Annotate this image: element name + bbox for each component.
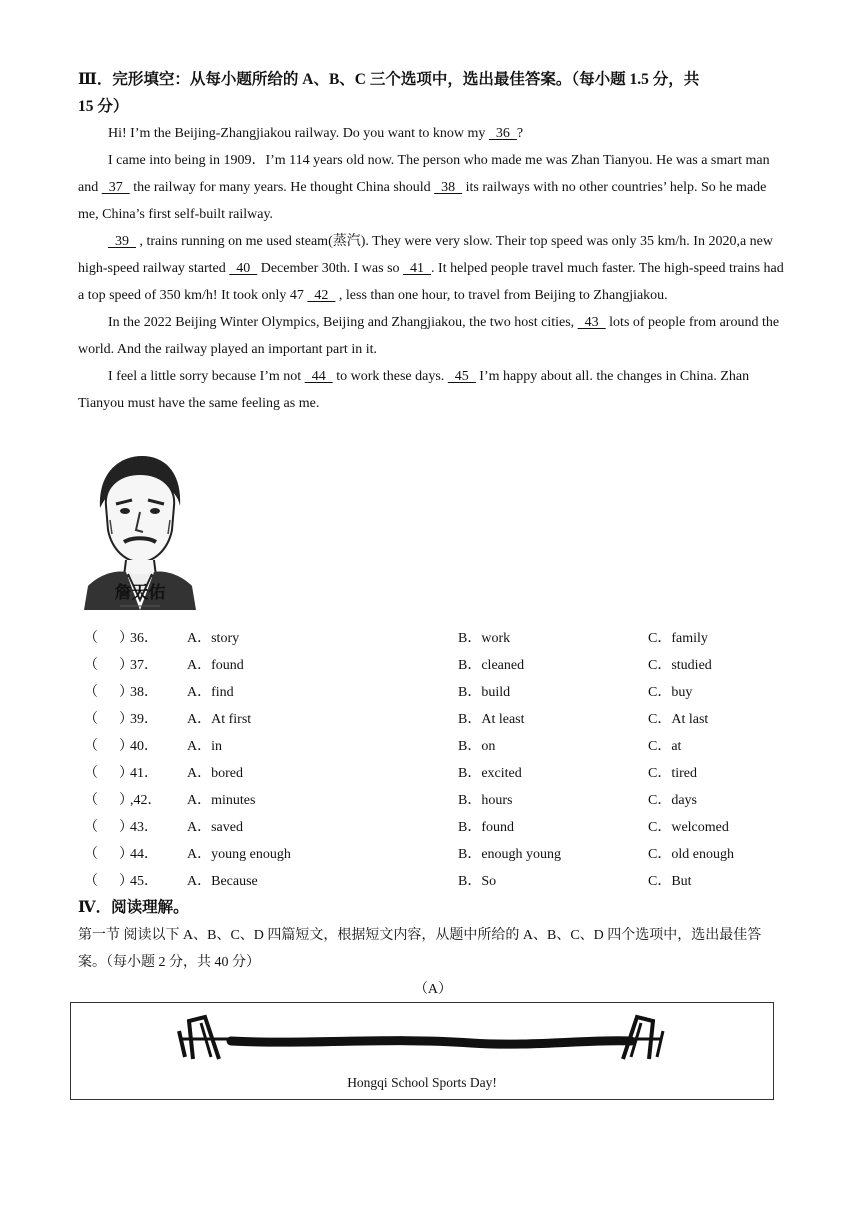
answer-paren: （ ） — [84, 793, 133, 808]
option-row — [78, 625, 798, 652]
option-b: B．So — [458, 874, 497, 889]
section-4-intro: 第一节 阅读以下 A、B、C、D 四篇短文，根据短文内容，从题中所给的 A、B、C、D 四个选项中，选出最佳答案。（每小题 2 分，共 40 分） — [78, 928, 762, 970]
answer-paren: （ ） — [84, 739, 133, 754]
paragraph-3: 39 , trains running on me used steam(蒸汽). They were very slow. Their top speed was only 35 km/h. In 2020,a new high-speed railway started 40 December 30th. I was so 41 . It helped people travel much faster. The high-speed trains had a top speed of 350 km/h! It took only 47 42 , less than one hour, to travel from Beijing to Zhangjiakou. — [78, 228, 788, 309]
blank-44: 44 — [304, 369, 333, 384]
option-c: C．At last — [648, 712, 709, 727]
option-b: B．excited — [458, 766, 522, 781]
option-c: C．But — [648, 874, 692, 889]
blank-36: 36 — [488, 126, 517, 141]
answer-paren: （ ） — [84, 658, 133, 673]
option-b: B．At least — [458, 712, 525, 727]
option-b: B．found — [458, 820, 514, 835]
passage-a-label: （A） — [413, 982, 453, 997]
option-a: A．bored — [187, 766, 243, 781]
question-number: 45． — [130, 874, 158, 889]
option-a: A．minutes — [187, 793, 256, 808]
sports-day-banner — [70, 1002, 774, 1100]
option-row — [78, 787, 798, 814]
answer-paren: （ ） — [84, 631, 133, 646]
option-row — [78, 733, 798, 760]
answer-paren: （ ） — [84, 874, 133, 889]
section-3-title-line2: 15 分） — [78, 98, 129, 115]
answer-paren: （ ） — [84, 712, 133, 727]
paragraph-5: I feel a little sorry because I’m not 44 to work these days. 45 I’m happy about all. the changes in China. Zhan Tianyou must have the same feeling as me. — [78, 363, 788, 417]
option-row — [78, 841, 798, 868]
answer-paren: （ ） — [84, 766, 133, 781]
question-number: 43． — [130, 820, 158, 835]
answer-paren: （ ） — [84, 685, 133, 700]
option-c: C．days — [648, 793, 697, 808]
paragraph-4: In the 2022 Beijing Winter Olympics, Beijing and Zhangjiakou, the two host cities, 43 lots of people from around the world. And the railway played an important part in it. — [78, 309, 788, 363]
blank-41: 41 — [403, 261, 432, 276]
question-number: 44． — [130, 847, 158, 862]
options-list — [78, 625, 798, 895]
blank-43: 43 — [577, 315, 606, 330]
paragraph-2: I came into being in 1909．I’m 114 years old now. The person who made me was Zhan Tianyou. He was a smart man and 37 the railway for many years. He thought China should 38 its railways with no other countries’ help. So he made me, China’s first self-built railway. — [78, 153, 770, 222]
question-number: ,42． — [130, 793, 162, 808]
option-c: C．welcomed — [648, 820, 729, 835]
option-c: C．family — [648, 631, 708, 646]
blank-40: 40 — [229, 261, 258, 276]
zhan-tianyou-portrait — [80, 450, 200, 610]
option-b: B．on — [458, 739, 496, 754]
option-row — [78, 814, 798, 841]
option-row — [78, 679, 798, 706]
answer-paren: （ ） — [84, 847, 133, 862]
blank-39: 39 — [108, 234, 136, 249]
paragraph-1: Hi! I’m the Beijing-Zhangjiakou railway. Do you want to know my 36 ? — [78, 120, 788, 147]
option-b: B．build — [458, 685, 511, 700]
option-b: B．cleaned — [458, 658, 525, 673]
option-a: A．Because — [187, 874, 258, 889]
option-a: A．At first — [187, 712, 252, 727]
option-b: B．hours — [458, 793, 513, 808]
section-3-title-line1: Ⅲ．完形填空：从每小题所给的 A、B、C 三个选项中，选出最佳答案。（每小题 1.5 分，共 — [78, 71, 700, 88]
section-4-title: Ⅳ．阅读理解。 — [78, 899, 189, 916]
option-c: C．tired — [648, 766, 697, 781]
blank-37: 37 — [101, 180, 130, 195]
banner-illustration-icon — [171, 1009, 671, 1071]
section-3-title — [78, 66, 788, 120]
option-a: A．find — [187, 685, 234, 700]
answer-paren: （ ） — [84, 820, 133, 835]
blank-45: 45 — [447, 369, 476, 384]
option-b: B．enough young — [458, 847, 562, 862]
portrait-caption: 詹天佑 — [114, 583, 166, 603]
blank-42: 42 — [307, 288, 336, 303]
question-number: 38． — [130, 685, 158, 700]
question-number: 40． — [130, 739, 158, 754]
option-c: C．buy — [648, 685, 693, 700]
option-c: C．old enough — [648, 847, 734, 862]
question-number: 36． — [130, 631, 158, 646]
option-row — [78, 868, 798, 895]
option-a: A．found — [187, 658, 244, 673]
banner-caption: Hongqi School Sports Day! — [347, 1075, 497, 1090]
question-number: 37． — [130, 658, 158, 673]
option-a: A．young enough — [187, 847, 291, 862]
question-number: 41． — [130, 766, 158, 781]
option-row — [78, 760, 798, 787]
option-c: C．studied — [648, 658, 712, 673]
option-a: A．saved — [187, 820, 243, 835]
option-a: A．in — [187, 739, 222, 754]
option-row — [78, 706, 798, 733]
option-a: A．story — [187, 631, 240, 646]
option-c: C．at — [648, 739, 682, 754]
cloze-passage — [78, 120, 788, 417]
option-row — [78, 652, 798, 679]
question-number: 39． — [130, 712, 158, 727]
blank-38: 38 — [434, 180, 463, 195]
option-b: B．work — [458, 631, 511, 646]
